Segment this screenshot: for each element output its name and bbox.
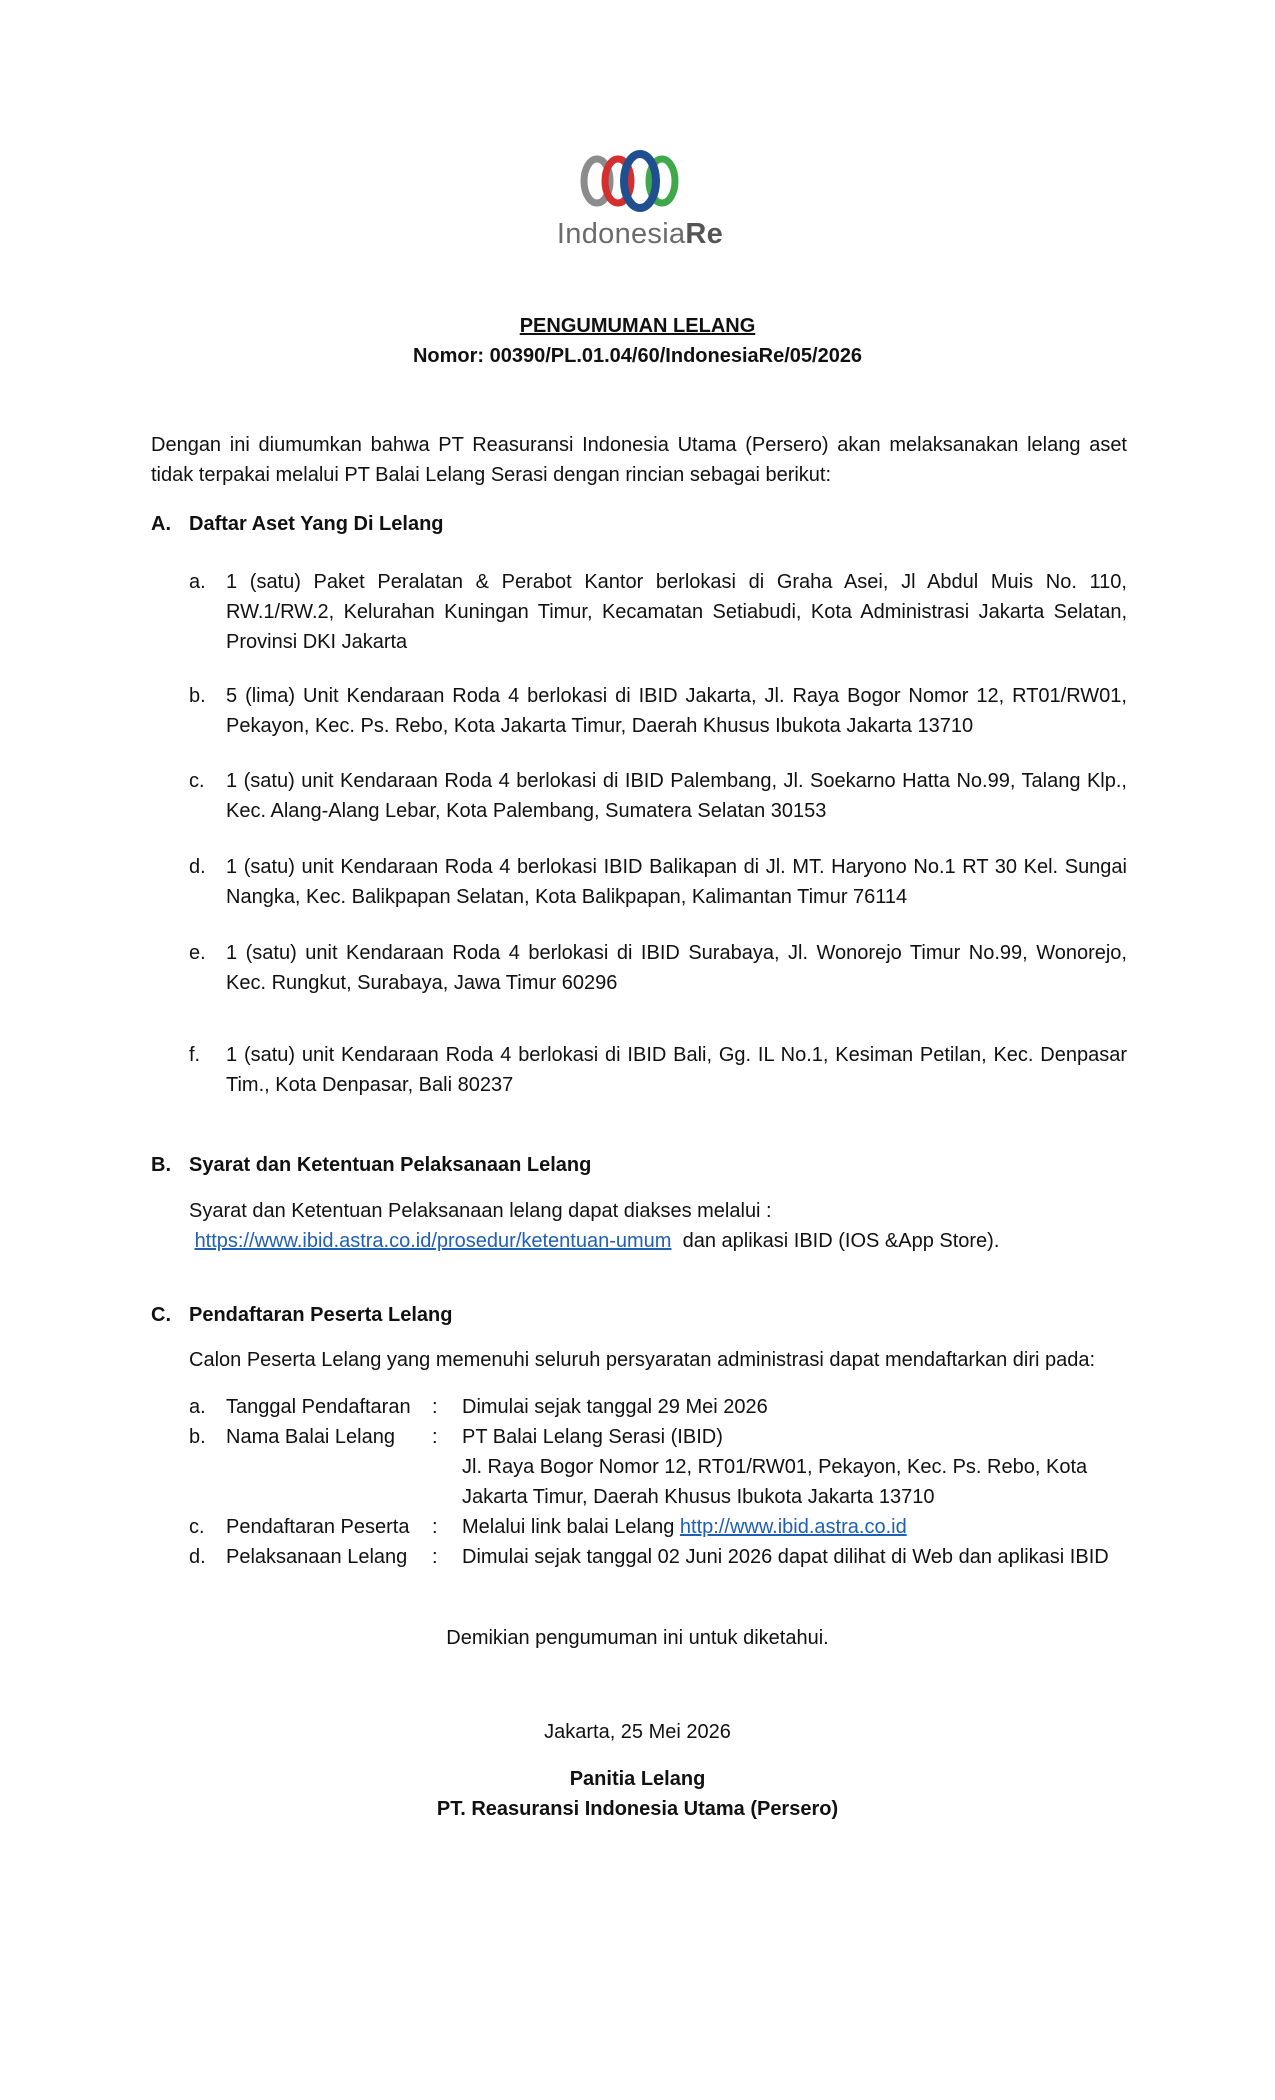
place-date: Jakarta, 25 Mei 2026 <box>544 1721 731 1743</box>
announcement-header <box>0 311 1275 371</box>
announcement-page: IndonesiaRe PENGUMUMAN LELANG Nomor: 00390/PL.01.04/60/IndonesiaRe/05/2026 Dengan ini diumumkan bahwa PT Reasuransi Indonesia Utama (Persero) akan melaksanakan lelang aset tidak terpakai melalui PT Balai Lelang Serasi dengan rincian sebagai berikut: A. Daftar Aset Yang Di Lelang a. 1 (satu) Paket Peralatan & Perabot Kantor berlokasi di Graha Asei, Jl Abdul Muis No. 110, RW.1/RW.2, Kelurahan Kuningan Timur, Kecamatan Setiabudi, Kota Administrasi Jakarta Selatan, Provinsi DKI Jakarta b. 5 (lima) Unit Kendaraan Roda 4 berlokasi di IBID Jakarta, Jl. Raya Bogor Nomor 12, RT01/RW01, Pekayon, Kec. Ps. Rebo, Kota Jakarta Timur, Daerah Khusus Ibukota Jakarta 13710 c. 1 (satu) unit Kendaraan Roda 4 berlokasi di IBID Palembang, Jl. Soekarno Hatta No.99, Talang Klp., Kec. Alang-Alang Lebar, Kota Palembang, Sumatera Selatan 30153 d. 1 (satu) unit Kendaraan Roda 4 berlokasi IBID Balikapan di Jl. MT. Haryono No.1 RT 30 Kel. Sungai Nangka, Kec. Balikpapan Selatan, Kota Balikpapan, Kalimantan Timur 76114 e. 1 (satu) unit Kendaraan Roda 4 berlokasi di IBID Surabaya, Jl. Wonorejo Timur No.99, Wonorejo, Kec. Rungkut, Surabaya, Jawa Timur 60296 f. 1 (satu) unit Kendaraan Roda 4 berlokasi di IBID Bali, Gg. IL No.1, Kesiman Petilan, Kec. Denpasar Tim., Kota Denpasar, Bali 80237 B. Syarat dan Ketentuan Pelaksanaan Lelang Syarat dan Ketentuan Pelaksanaan lelang dapat diakses melalui : https://www.ibid.astra.co.id/prosedur/ketentuan-umum dan aplikasi IBID (IOS &App Store). C. Pendaftaran Peserta Lelang Calon Peserta Lelang yang memenuhi seluruh persyaratan administrasi dapat mendaftarkan diri pada: a. Tanggal Pendaftaran : Dimulai sejak tanggal 29 Mei 2026 b. Nama Balai Lelang : PT Balai Lelang Serasi (IBID) Jl. Raya Bogor Nomor 12, RT01/RW01, Pekayon, Kec. Ps. Rebo, Kota Jakarta Timur, Daerah Khusus Ibukota Jakarta 13710 c. Pendaftaran Peserta : Melalui link balai Lelang http://www.ibid.astra.co.id d. Pelaksanaan Lelang : Dimulai sejak tanggal 02 Juni 2026 dapat dilihat di Web dan aplikasi IBID Demikian pengumuman ini untuk diketahui. Jakarta, 25 Mei 2026 Panitia Lelang PT. Reasuransi Indonesia Utama (Persero) <box>0 0 1275 2100</box>
asset-item: c. 1 (satu) unit Kendaraan Roda 4 berlokasi di IBID Palembang, Jl. Soekarno Hatta No.99, Talang Klp., Kec. Alang-Alang Lebar, Kota Palembang, Sumatera Selatan 30153 <box>189 770 1127 822</box>
section-b-heading: B. Syarat dan Ketentuan Pelaksanaan Lelang <box>151 1154 592 1176</box>
ibid-link[interactable]: http://www.ibid.astra.co.id <box>679 1516 907 1538</box>
asset-item: f. 1 (satu) unit Kendaraan Roda 4 berlokasi di IBID Bali, Gg. IL No.1, Kesiman Petilan, Kec. Denpasar Tim., Kota Denpasar, Bali 80237 <box>189 1044 1127 1096</box>
asset-item: b. 5 (lima) Unit Kendaraan Roda 4 berlokasi di IBID Jakarta, Jl. Raya Bogor Nomor 12, RT01/RW01, Pekayon, Kec. Ps. Rebo, Kota Jakarta Timur, Daerah Khusus Ibukota Jakarta 13710 <box>189 685 1127 737</box>
section-a-heading: A. Daftar Aset Yang Di Lelang <box>151 513 444 535</box>
announcement-title: PENGUMUMAN LELANG <box>519 315 756 337</box>
announcement-number: Nomor: 00390/PL.01.04/60/IndonesiaRe/05/2026 <box>412 345 863 367</box>
asset-item: d. 1 (satu) unit Kendaraan Roda 4 berlokasi IBID Balikapan di Jl. MT. Haryono No.1 RT 30 Kel. Sungai Nangka, Kec. Balikpapan Selatan, Kota Balikpapan, Kalimantan Timur 76114 <box>189 856 1127 908</box>
closing-statement: Demikian pengumuman ini untuk diketahui. <box>446 1627 829 1649</box>
intro-paragraph: Dengan ini diumumkan bahwa PT Reasuransi Indonesia Utama (Persero) akan melaksanakan lelang aset tidak terpakai melalui PT Balai Lelang Serasi dengan rincian sebagai berikut: <box>151 434 1127 486</box>
committee-name: Panitia Lelang <box>569 1768 706 1790</box>
registration-paragraph: Calon Peserta Lelang yang memenuhi seluruh persyaratan administrasi dapat mendaftarkan diri pada: <box>189 1349 1096 1371</box>
asset-item: a. 1 (satu) Paket Peralatan & Perabot Kantor berlokasi di Graha Asei, Jl Abdul Muis No. 110, RW.1/RW.2, Kelurahan Kuningan Timur, Kecamatan Setiabudi, Kota Administrasi Jakarta Selatan, Provinsi DKI Jakarta <box>189 571 1127 653</box>
terms-link[interactable]: https://www.ibid.astra.co.id/prosedur/ketentuan-umum <box>194 1230 672 1252</box>
logo-rings-icon <box>545 145 735 215</box>
company-logo <box>545 145 735 255</box>
terms-paragraph: Syarat dan Ketentuan Pelaksanaan lelang dapat diakses melalui : https://www.ibid.astra.co.id/prosedur/ketentuan-umum dan aplikasi IBID (IOS &App Store). <box>189 1200 1000 1252</box>
company-name: PT. Reasuransi Indonesia Utama (Persero) <box>436 1798 839 1820</box>
logo-wordmark: IndonesiaRe <box>556 218 724 250</box>
asset-item: e. 1 (satu) unit Kendaraan Roda 4 berlokasi di IBID Surabaya, Jl. Wonorejo Timur No.99, Wonorejo, Kec. Rungkut, Surabaya, Jawa Timur 60296 <box>189 942 1127 994</box>
section-c-heading: C. Pendaftaran Peserta Lelang <box>151 1304 453 1326</box>
